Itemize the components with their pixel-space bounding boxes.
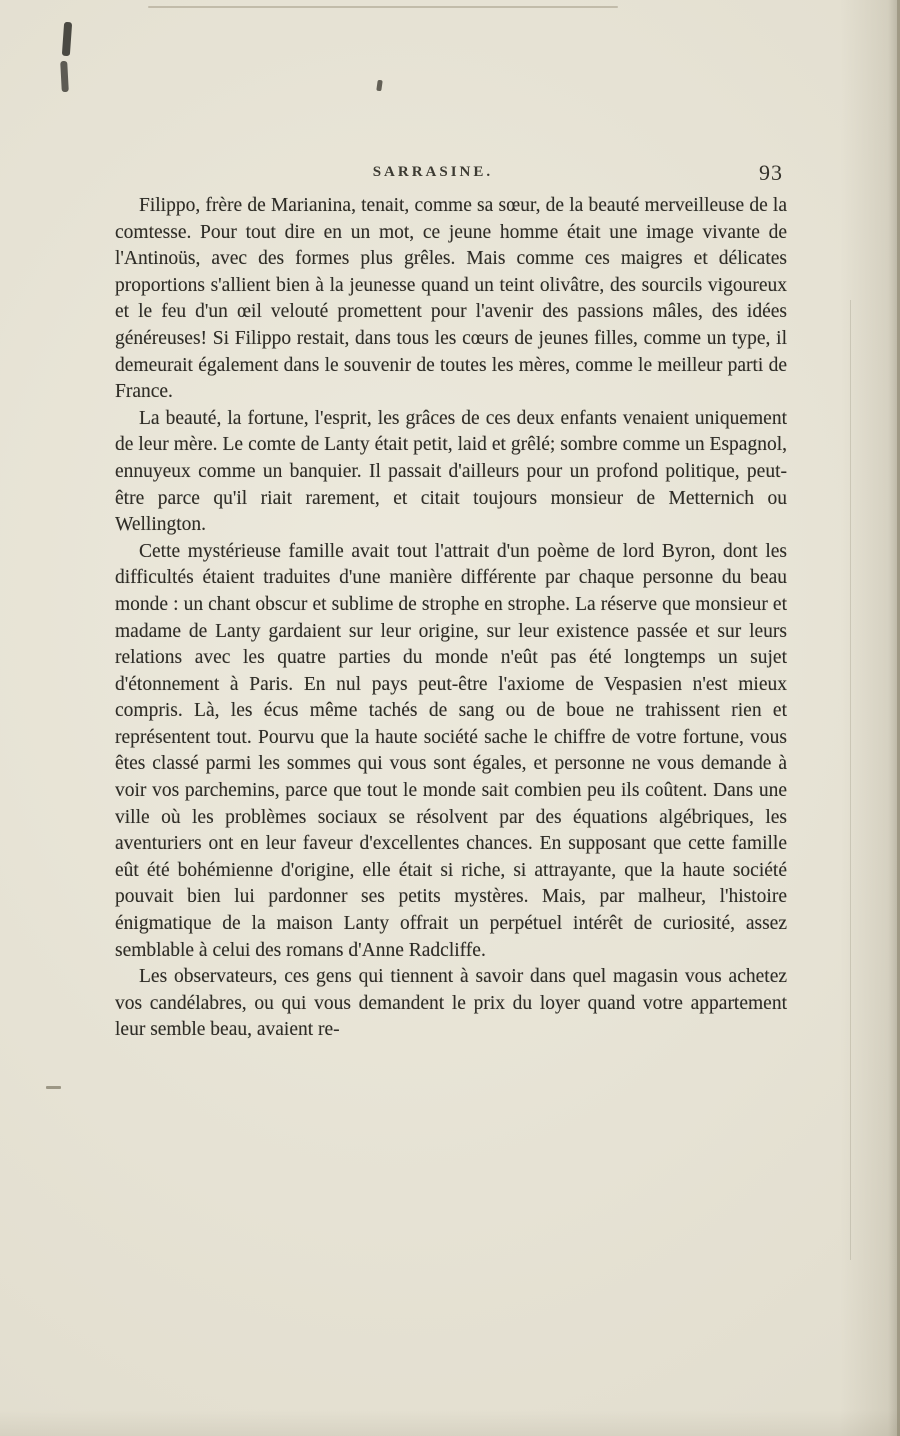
bottom-edge-shadow	[0, 1410, 900, 1436]
ink-smudge-top-left-1	[62, 22, 72, 56]
page-body	[115, 193, 787, 1044]
paragraph-2: La beauté, la fortune, l'esprit, les grâces de ces deux enfants venaient uniquement de leur mère. Le comte de Lanty était petit, laid et grêlé; sombre comme un Espagnol, ennuyeux comme un banquier. Il passait d'ailleurs pour un profond politique, peut-être parce qu'il riait rarement, et citait toujours monsieur de Metternich ou Wellington.	[115, 407, 787, 536]
paragraph-4: Les observateurs, ces gens qui tiennent à savoir dans quel magasin vous achetez vos candélabres, ou qui vous demandent le prix du loyer quand votre appartement leur semble beau, avaient re-	[115, 966, 787, 1041]
ink-smudge-top-left-2	[60, 61, 69, 92]
margin-mark	[46, 1086, 61, 1089]
ink-speck	[376, 80, 382, 92]
running-title: SARRASINE.	[372, 164, 494, 180]
page-crease	[850, 300, 851, 1260]
paragraph-3: Cette mystérieuse famille avait tout l'attrait d'un poème de lord Byron, dont les difficultés étaient traduites d'une manière différente par chaque personne du beau monde : un chant obscur et sublime de strophe en strophe. La réserve que monsieur et madame de Lanty gardaient sur leur origine, sur leur existence passée et sur leurs relations avec les quatre parties du monde n'eût pas été longtemps un sujet d'étonnement à Paris. En nul pays peut-être l'axiome de Vespasien n'est mieux compris. Là, les écus même tachés de sang ou de boue ne trahissent rien et représentent tout. Pourvu que la haute société sache le chiffre de votre fortune, vous êtes classé parmi les sommes qui vous sont égales, et personne ne vous demande à voir vos parchemins, parce que tout le monde sait combien peu ils coûtent. Dans une ville où les problèmes sociaux se résolvent par des équations algébriques, les aventuriers ont en leur faveur d'excellentes chances. En supposant que cette famille eût été bohémienne d'origine, elle était si riche, si attrayante, que la haute société pouvait bien lui pardonner ses petits mystères. Mais, par malheur, l'histoire énigmatique de la maison Lanty offrait un perpétuel intérêt de curiosité, assez semblable à celui des romans d'Anne Radcliffe.	[115, 540, 787, 961]
top-edge-scan-line	[148, 6, 618, 8]
right-edge-shadow	[840, 0, 900, 1436]
paragraph-1: Filippo, frère de Marianina, tenait, comme sa sœur, de la beauté merveilleuse de la comtesse. Pour tout dire en un mot, ce jeune homme était une image vivante de l'Antinoüs, avec des formes plus grêles. Mais comme ces maigres et délicates proportions s'allient bien à la jeunesse quand un teint olivâtre, des sourcils vigoureux et le feu d'un œil velouté promettent pour l'avenir des passions mâles, des idées généreuses! Si Filippo restait, dans tous les cœurs de jeunes filles, comme un type, il demeurait également dans le souvenir de toutes les mères, comme le meilleur parti de France.	[115, 195, 787, 403]
page-header	[115, 160, 787, 188]
page-number: 93	[759, 160, 783, 185]
